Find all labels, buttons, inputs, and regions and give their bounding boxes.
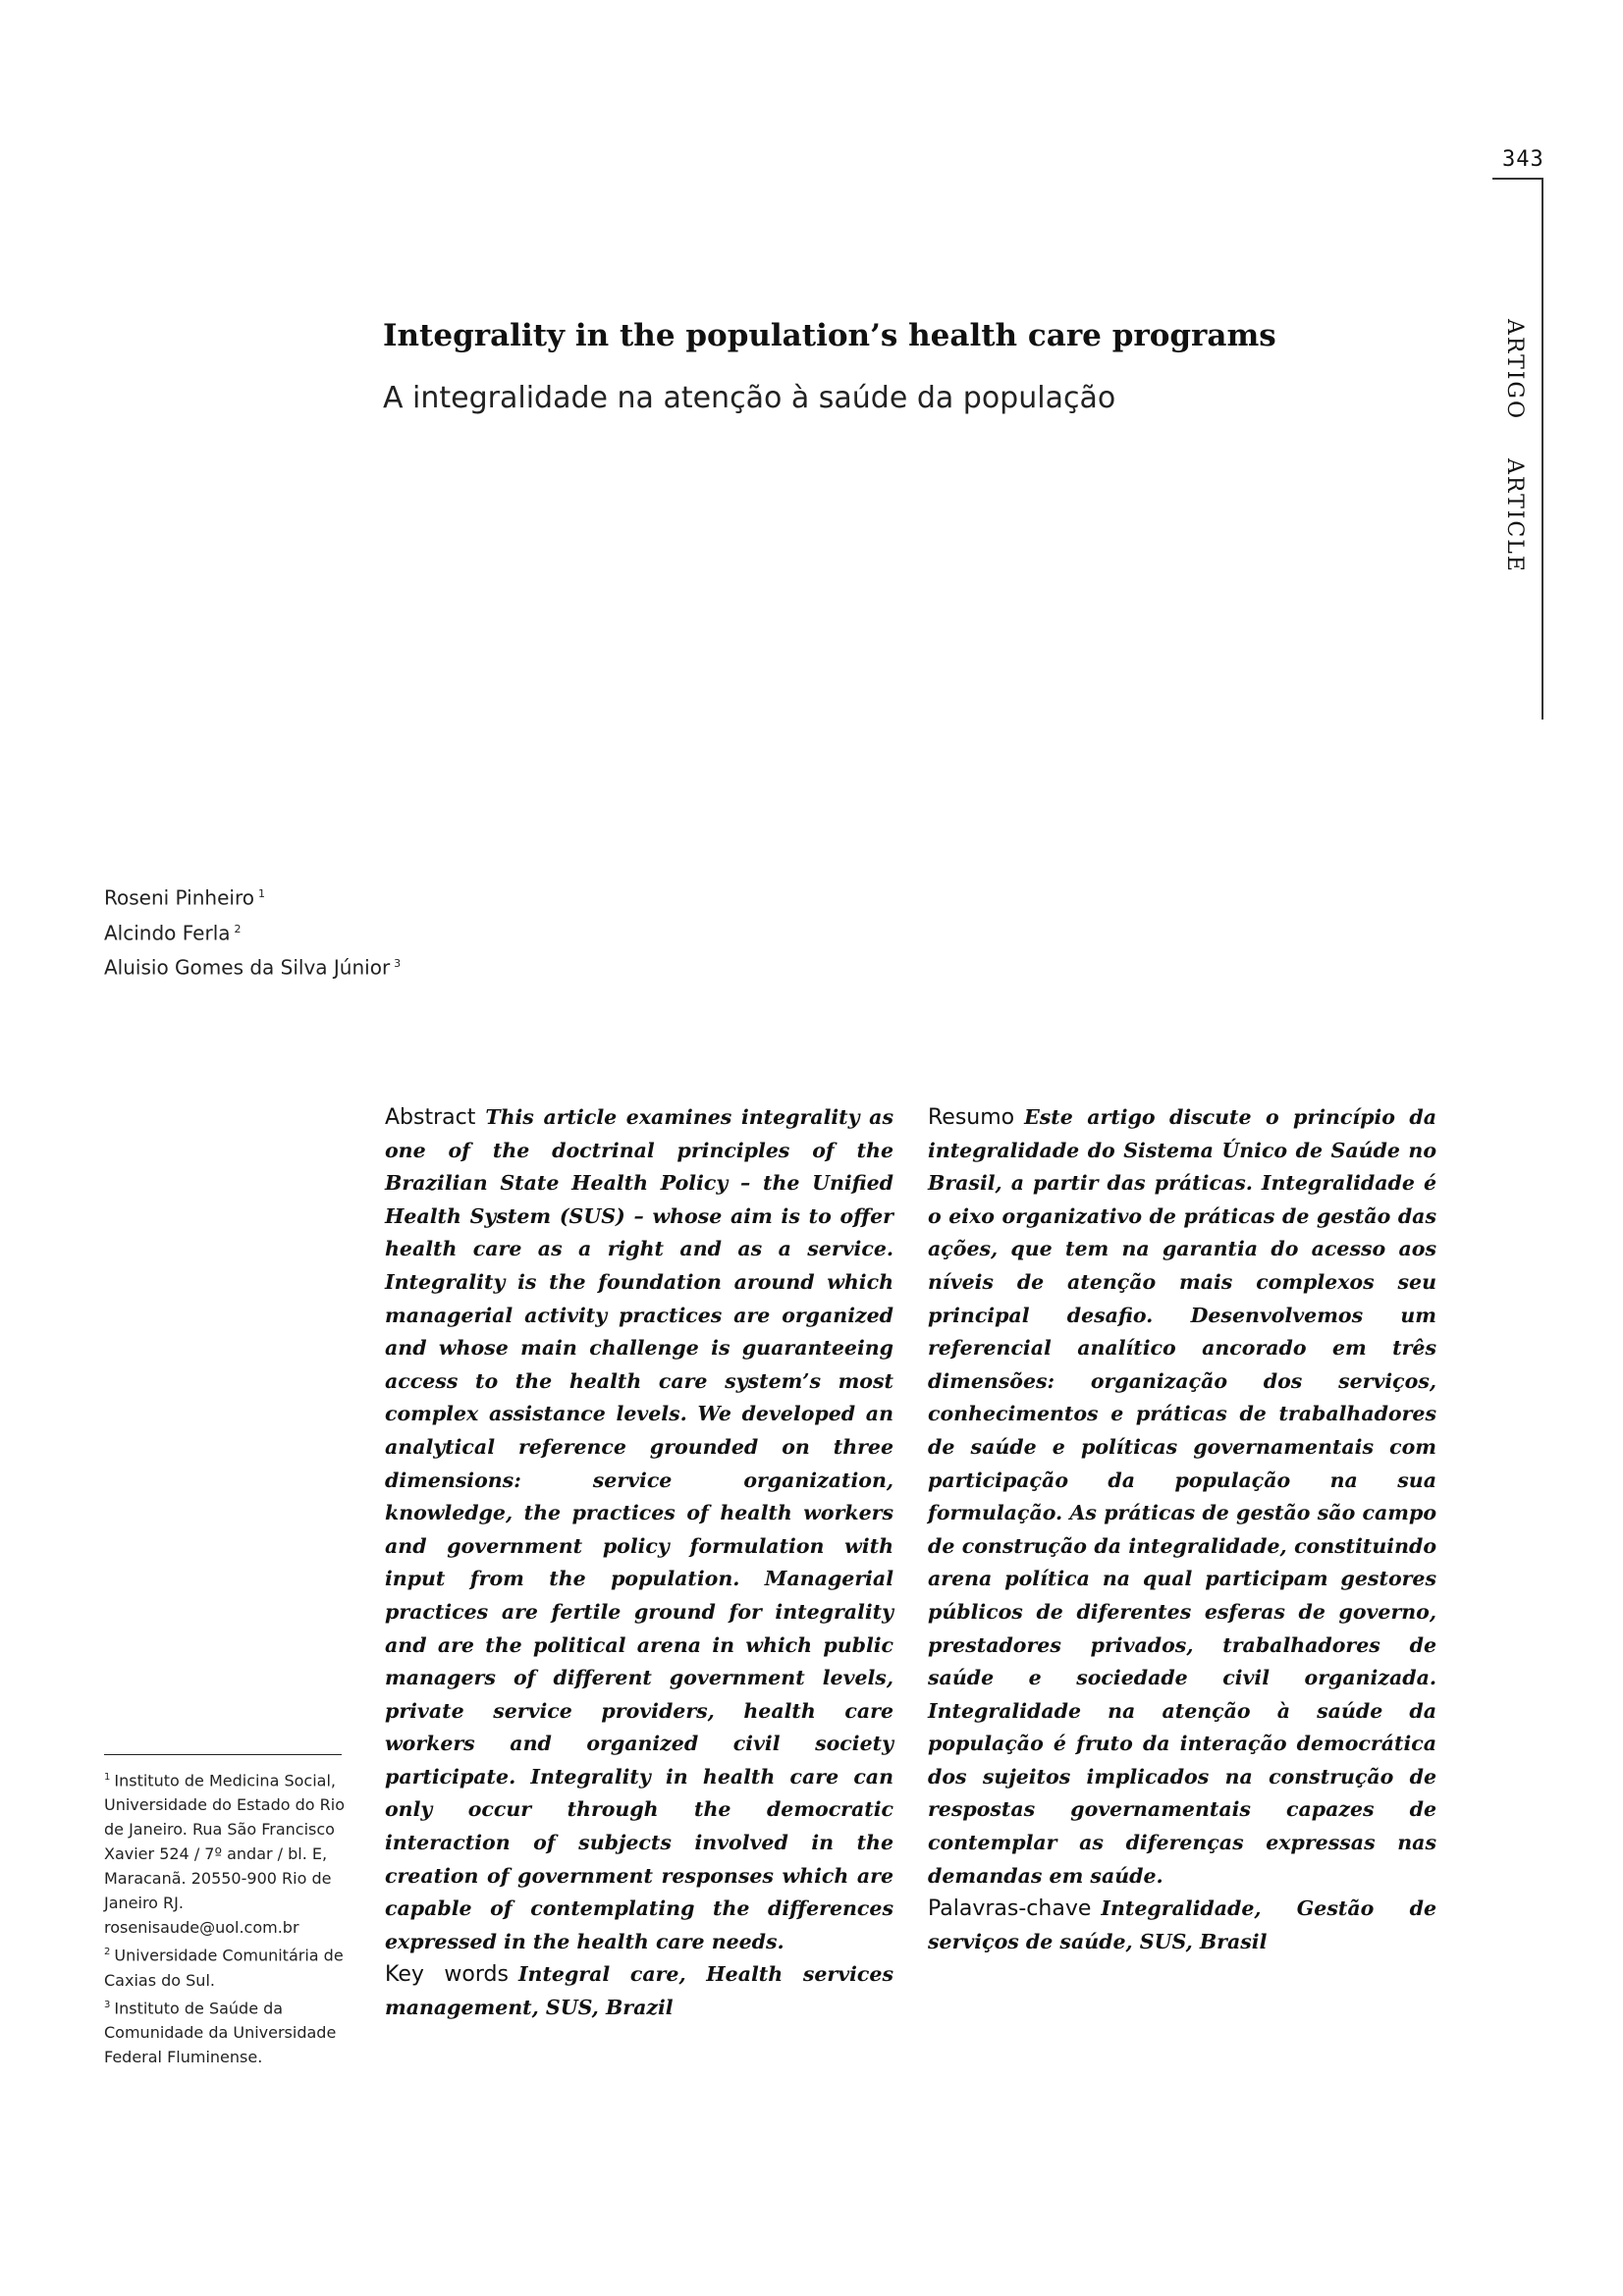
author-affiliation-mark: 3 (394, 957, 402, 971)
article-subtitle: A integralidade na atenção à saúde da população (383, 381, 1116, 415)
resumo-paragraph (928, 1101, 1436, 1893)
keywords-paragraph (385, 1958, 893, 2024)
author-list (104, 879, 401, 984)
resumo-text: Este artigo discute o princípio da integralidade do Sistema Único de Saúde no Brasil, a partir das práticas. Integralidade é o eixo organizativo de práticas de gestão das ações, que tem na garantia do acesso aos níveis de atenção mais complexos seu principal desafio. Desenvolvemos um referencial analítico ancorado em três dimensões: organização dos serviços, conhecimentos e práticas de trabalhadores de saúde e políticas governamentais com participação da população na sua formulação. As práticas de gestão são campo de construção da integralidade, constituindo arena política na qual participam gestores públicos de diferentes esferas de governo, prestadores privados, trabalhadores de saúde e sociedade civil organizada. Integralidade na atenção à saúde da população é fruto da interação democrática dos sujeitos implicados na construção de respostas governamentais capazes de contemplar as diferenças expressas nas demandas em saúde. (928, 1105, 1436, 1888)
author-name: Roseni Pinheiro (104, 885, 254, 910)
author-name: Alcindo Ferla (104, 921, 231, 945)
footnote-text: Instituto de Medicina Social, Universidade do Estado do Rio de Janeiro. Rua São Francisco Xavier 524 / 7º andar / bl. E, Maracanã. 20550-900 Rio de Janeiro RJ. rosenisaude@uol.com.br (104, 1771, 345, 1938)
resumo-label: Resumo (928, 1105, 1015, 1130)
section-label (1502, 319, 1527, 573)
abstract-english (385, 1101, 893, 2025)
footnote-text: Universidade Comunitária de Caxias do Sul. (104, 1946, 344, 1990)
author (104, 879, 401, 914)
footnote-mark: 3 (104, 1999, 111, 2010)
header-rule-horizontal (1492, 178, 1543, 180)
abstract-portuguese (928, 1101, 1436, 1958)
affiliation-footnotes (104, 1765, 359, 2069)
header-rule-vertical (1542, 178, 1543, 720)
footnote (104, 1940, 359, 1992)
abstract-paragraph (385, 1101, 893, 1958)
section-label-pt: ARTIGO (1502, 319, 1527, 421)
article-title: Integrality in the population’s health care programs (383, 317, 1276, 353)
abstract-text: This article examines integrality as one of the doctrinal principles of the Brazilian State Health Policy – the Unified Health System (SUS) – whose aim is to offer health care as a right and as a service. Integrality is the foundation around which managerial activity practices are organized and whose main challenge is guaranteeing access to the health care system’s most complex assistance levels. We developed an analytical reference grounded on three dimensions: service organization, knowledge, the practices of health workers and government policy formulation with input from the population. Managerial practices are fertile ground for integrality and are the political arena in which public managers of different government levels, private service providers, health care workers and organized civil society participate. Integrality in health care can only occur through the democratic interaction of subjects involved in the creation of government responses which are capable of contemplating the differences expressed in the health care needs. (385, 1105, 893, 1953)
footnote-text: Instituto de Saúde da Comunidade da Universidade Federal Fluminense. (104, 1998, 337, 2066)
author (104, 914, 401, 949)
footnote-divider (104, 1754, 342, 1755)
footnote (104, 1765, 359, 1940)
footnote-mark: 1 (104, 1772, 111, 1783)
author-affiliation-mark: 1 (257, 887, 265, 900)
footnote-mark: 2 (104, 1947, 111, 1958)
keywords-label: Key words (385, 1962, 509, 1988)
author-name: Aluisio Gomes da Silva Júnior (104, 955, 391, 980)
palavras-chave-text: Integralidade, Gestão de serviços de saúde, SUS, Brasil (928, 1896, 1436, 1953)
keywords-text: Integral care, Health services management, SUS, Brazil (385, 1962, 893, 2020)
palavras-chave-paragraph (928, 1893, 1436, 1958)
page-number: 343 (1502, 147, 1544, 172)
footnote (104, 1993, 359, 2069)
author (104, 948, 401, 984)
abstract-label: Abstract (385, 1105, 476, 1130)
section-label-en: ARTICLE (1502, 458, 1527, 573)
author-affiliation-mark: 2 (234, 922, 242, 935)
palavras-chave-label: Palavras-chave (928, 1896, 1092, 1922)
